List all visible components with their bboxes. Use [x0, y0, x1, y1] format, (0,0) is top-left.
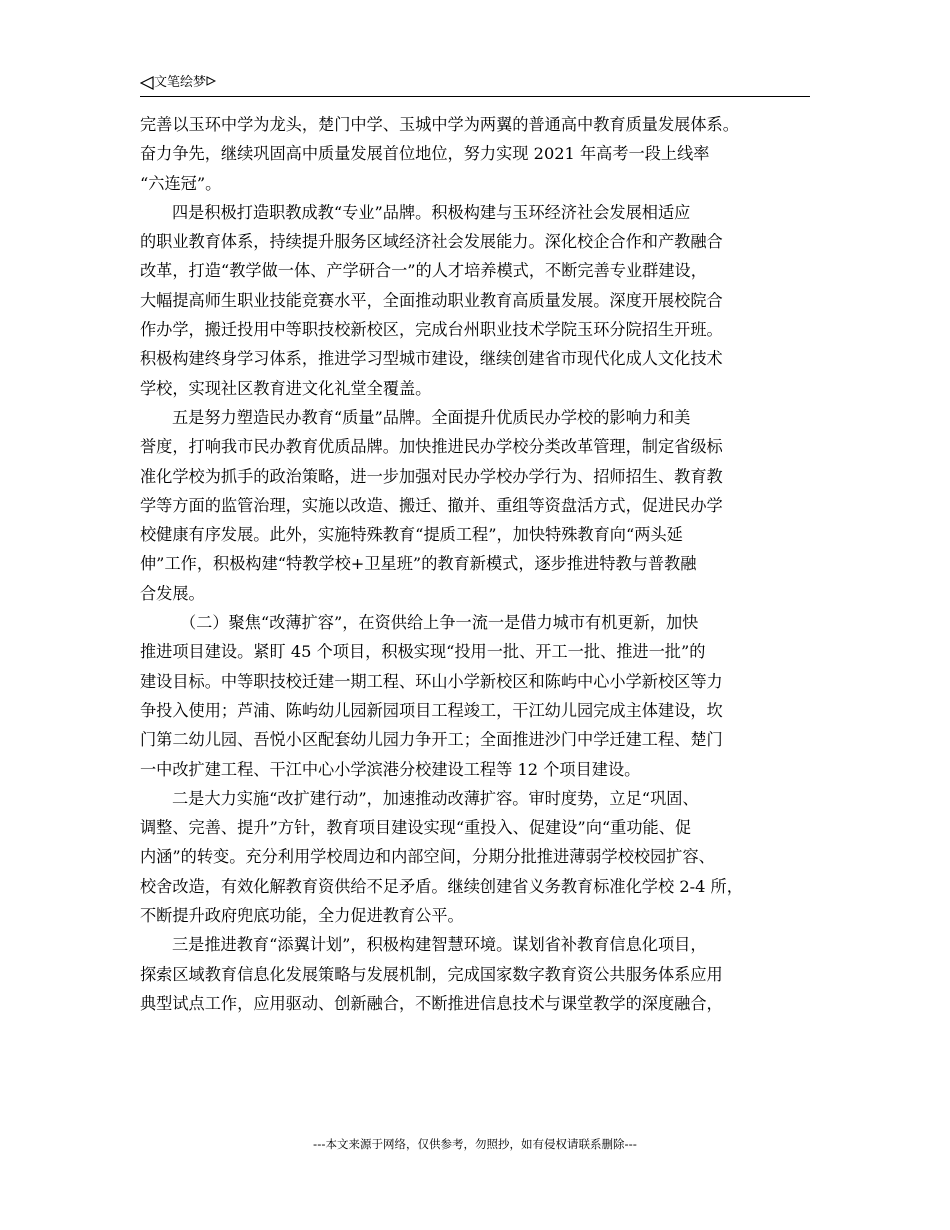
page-footer-notice: ---本文来源于网络，仅供参考，勿照抄，如有侵权请联系删除---: [313, 1137, 637, 1151]
text-line: 学等方面的监管治理，实施以改造、搬迁、撤并、重组等资盘活方式，促进民办学: [140, 495, 723, 515]
text-line: 推进项目建设。紧盯 45 个项目，积极实现“投用一批、开工一批、推进一批”的: [140, 642, 706, 662]
page-header: [140, 72, 810, 97]
text-line: 一中改扩建工程、干江中心小学滨港分校建设工程等 12 个项目建设。: [140, 759, 641, 779]
paragraph-start-line: 五是努力塑造民办教育“质量”品牌。全面提升优质民办学校的影响力和美: [172, 407, 691, 427]
header-title: 文笔绘梦: [154, 75, 207, 90]
text-line: 建设目标。中等职技校迁建一期工程、环山小学新校区和陈屿中心小学新校区等力: [140, 671, 723, 691]
text-line: 的职业教育体系，持续提升服务区域经济社会发展能力。深化校企合作和产教融合: [140, 232, 723, 252]
text-line: 伸”工作，积极构建“特教学校+卫星班”的教育新模式，逐步推进特教与普教融: [140, 554, 697, 574]
text-line: 典型试点工作，应用驱动、创新融合，不断推进信息技术与课堂教学的深度融合，: [140, 993, 723, 1013]
text-line: 校健康有序发展。此外，实施特殊教育“提质工程”，加快特殊教育向“两头延: [140, 525, 683, 545]
right-triangle-icon: [206, 76, 216, 86]
left-triangle-icon: [140, 76, 154, 90]
text-line: 学校，实现社区教育进文化礼堂全覆盖。: [140, 378, 432, 398]
section-heading-line: （二）聚焦“改薄扩容”，在资供给上争一流一是借力城市有机更新，加快: [180, 613, 699, 633]
paragraph-start-line: 四是积极打造职教成教“专业”品牌。积极构建与玉环经济社会发展相适应: [172, 202, 691, 222]
text-line: 不断提升政府兜底功能，全力促进教育公平。: [140, 906, 464, 926]
text-line: 作办学，搬迁投用中等职技校新校区，完成台州职业技术学院玉环分院招生开班。: [140, 320, 723, 340]
text-line: 探索区域教育信息化发展策略与发展机制，完成国家数字教育资公共服务体系应用: [140, 964, 723, 984]
text-line: 完善以玉环中学为龙头，楚门中学、玉城中学为两翼的普通高中教育质量发展体系。: [140, 115, 739, 134]
text-line: 内涵”的转变。充分利用学校周边和内部空间，分期分批推进薄弱学校校园扩容、: [140, 847, 715, 867]
text-line: 奋力争先，继续巩固高中质量发展首位地位，努力实现 2021 年高考一段上线率: [140, 144, 710, 164]
text-line: 誉度，打响我市民办教育优质品牌。加快推进民办学校分类改革管理，制定省级标: [140, 437, 723, 457]
text-line: 改革，打造“教学做一体、产学研合一”的人才培养模式，不断完善专业群建设，: [140, 261, 707, 281]
text-line: 门第二幼儿园、吾悦小区配套幼儿园力争开工；全面推进沙门中学迁建工程、楚门: [140, 730, 723, 750]
text-line: 大幅提高师生职业技能竞赛水平，全面推动职业教育高质量发展。深度开展校院合: [140, 290, 723, 310]
text-line: 合发展。: [140, 583, 205, 603]
text-line: 准化学校为抓手的政治策略，进一步加强对民办学校办学行为、招师招生、教育教: [140, 466, 723, 486]
text-line: 争投入使用；芦浦、陈屿幼儿园新园项目工程竣工，干江幼儿园完成主体建设，坎: [140, 700, 723, 720]
paragraph-start-line: 二是大力实施“改扩建行动”，加速推动改薄扩容。审时度势，立足“巩固、: [172, 788, 699, 808]
text-line: 校舍改造，有效化解教育资供给不足矛盾。继续创建省义务教育标准化学校 2-4 所，: [140, 876, 743, 896]
document-body: [140, 110, 820, 1018]
header-brand: [140, 74, 216, 92]
text-line: 调整、完善、提升”方针，教育项目建设实现“重投入、促建设”向“重功能、促: [140, 818, 692, 838]
paragraph-start-line: 三是推进教育“添翼计划”，积极构建智慧环境。谋划省补教育信息化项目，: [172, 935, 707, 955]
text-line: “六连冠”。: [140, 173, 222, 193]
text-line: 积极构建终身学习体系，推进学习型城市建设，继续创建省市现代化成人文化技术: [140, 349, 723, 369]
